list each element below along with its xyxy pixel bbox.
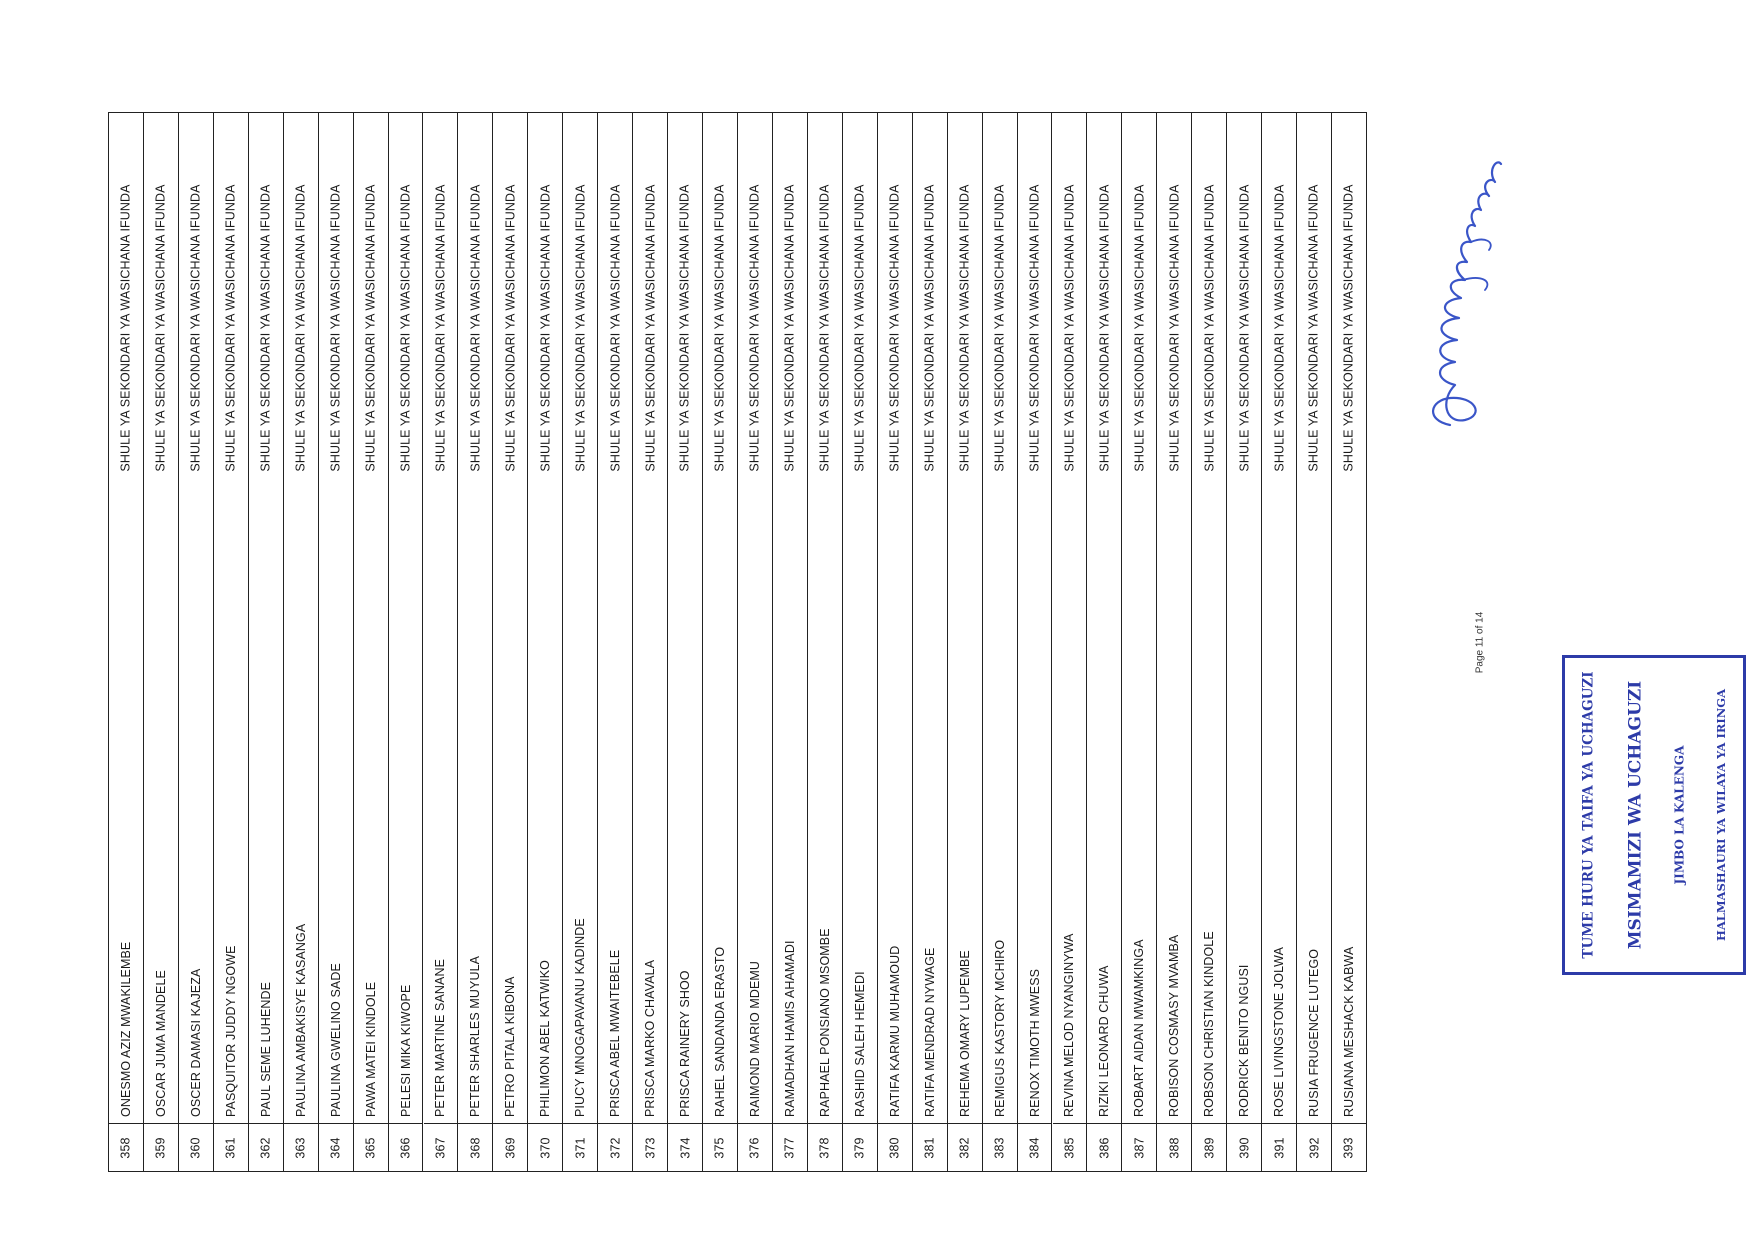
name-cell: ONESMO AZIZ MWAKILEMBE bbox=[118, 941, 133, 1117]
row-number-cell: 375 bbox=[703, 1123, 737, 1171]
signature-image bbox=[1405, 130, 1505, 430]
school-cell: SHULE YA SEKONDARI YA WASICHANA IFUNDA bbox=[1342, 184, 1357, 472]
name-cell: PAULINA AMBAKISYE KASANGA bbox=[293, 923, 308, 1117]
name-cell: PELESI MIKA KIWOPE bbox=[398, 984, 413, 1117]
table-row bbox=[1192, 113, 1227, 1171]
name-cell: PRISCA MARKO CHAVALA bbox=[643, 959, 658, 1117]
page-number-label: Page 11 of 14 bbox=[1474, 611, 1486, 673]
row-number-cell: 363 bbox=[284, 1123, 318, 1171]
row-number-cell: 370 bbox=[528, 1123, 562, 1171]
name-cell: RAMADHAN HAMIS AHAMADI bbox=[782, 940, 797, 1117]
row-number-cell: 366 bbox=[389, 1123, 423, 1171]
row-number-cell: 387 bbox=[1122, 1123, 1156, 1171]
table-row bbox=[1262, 113, 1297, 1171]
row-number-cell: 373 bbox=[633, 1123, 667, 1171]
row-number-cell: 360 bbox=[179, 1123, 213, 1171]
school-cell: SHULE YA SEKONDARI YA WASICHANA IFUNDA bbox=[328, 184, 343, 472]
row-number-cell: 388 bbox=[1157, 1123, 1191, 1171]
name-cell: ROBISON COSMASY MVAMBA bbox=[1167, 934, 1182, 1117]
row-number-cell: 367 bbox=[424, 1123, 458, 1171]
name-cell: REVINA MELOD NYANGINYWA bbox=[1062, 933, 1077, 1117]
school-cell: SHULE YA SEKONDARI YA WASICHANA IFUNDA bbox=[573, 184, 588, 472]
row-number-cell: 365 bbox=[354, 1123, 388, 1171]
row-number-cell: 369 bbox=[493, 1123, 527, 1171]
name-cell: PAUL SEME LUHENDE bbox=[258, 981, 273, 1117]
school-cell: SHULE YA SEKONDARI YA WASICHANA IFUNDA bbox=[922, 184, 937, 472]
school-cell: SHULE YA SEKONDARI YA WASICHANA IFUNDA bbox=[1237, 184, 1252, 472]
name-cell: RUSIA FRUGENCE LUTEGO bbox=[1307, 948, 1322, 1117]
row-number-cell: 383 bbox=[983, 1123, 1017, 1171]
school-cell: SHULE YA SEKONDARI YA WASICHANA IFUNDA bbox=[258, 184, 273, 472]
school-cell: SHULE YA SEKONDARI YA WASICHANA IFUNDA bbox=[363, 184, 378, 472]
table-row bbox=[284, 113, 319, 1171]
school-cell: SHULE YA SEKONDARI YA WASICHANA IFUNDA bbox=[1167, 184, 1182, 472]
table-row bbox=[563, 113, 598, 1171]
table-row bbox=[249, 113, 284, 1171]
school-cell: SHULE YA SEKONDARI YA WASICHANA IFUNDA bbox=[433, 184, 448, 472]
stamp-line-1: TUME HURU YA TAIFA YA UCHAGUZI bbox=[1581, 671, 1597, 959]
table-row bbox=[773, 113, 808, 1171]
name-cell: OSCER DAMASI KAJEZA bbox=[188, 968, 203, 1117]
school-cell: SHULE YA SEKONDARI YA WASICHANA IFUNDA bbox=[643, 184, 658, 472]
stamp-line-3: JIMBO LA KALENGA bbox=[1672, 745, 1686, 885]
name-cell: ROBART AIDAN MWAMKINGA bbox=[1132, 939, 1147, 1117]
table-row bbox=[703, 113, 738, 1171]
school-cell: SHULE YA SEKONDARI YA WASICHANA IFUNDA bbox=[852, 184, 867, 472]
table-row bbox=[1297, 113, 1332, 1171]
table-row bbox=[1018, 113, 1053, 1171]
school-cell: SHULE YA SEKONDARI YA WASICHANA IFUNDA bbox=[782, 184, 797, 472]
school-cell: SHULE YA SEKONDARI YA WASICHANA IFUNDA bbox=[1202, 184, 1217, 472]
row-number-cell: 378 bbox=[808, 1123, 842, 1171]
row-number-cell: 392 bbox=[1297, 1123, 1331, 1171]
table-row bbox=[1157, 113, 1192, 1171]
name-cell: RATIFA KARMU MUHAMOUD bbox=[887, 945, 902, 1117]
row-number-cell: 372 bbox=[598, 1123, 632, 1171]
name-cell: RAIMOND MARIO MDEMU bbox=[747, 960, 762, 1117]
school-cell: SHULE YA SEKONDARI YA WASICHANA IFUNDA bbox=[503, 184, 518, 472]
page-number bbox=[1470, 602, 1490, 682]
name-cell: RODRICK BENITO NGUSI bbox=[1237, 964, 1252, 1117]
row-number-cell: 377 bbox=[773, 1123, 807, 1171]
school-cell: SHULE YA SEKONDARI YA WASICHANA IFUNDA bbox=[747, 184, 762, 472]
row-number-cell: 382 bbox=[948, 1123, 982, 1171]
row-number-cell: 364 bbox=[319, 1123, 353, 1171]
school-cell: SHULE YA SEKONDARI YA WASICHANA IFUNDA bbox=[608, 184, 623, 472]
name-cell: ROBSON CHRISTIAN KINDOLE bbox=[1202, 931, 1217, 1117]
table-row bbox=[528, 113, 563, 1171]
school-cell: SHULE YA SEKONDARI YA WASICHANA IFUNDA bbox=[468, 184, 483, 472]
table-row bbox=[354, 113, 389, 1171]
school-cell: SHULE YA SEKONDARI YA WASICHANA IFUNDA bbox=[678, 184, 693, 472]
name-cell: RASHID SALEH HEMEDI bbox=[852, 971, 867, 1117]
table-row bbox=[214, 113, 249, 1171]
school-cell: SHULE YA SEKONDARI YA WASICHANA IFUNDA bbox=[817, 184, 832, 472]
row-number-cell: 361 bbox=[214, 1123, 248, 1171]
stamp-line-2: MSIMAMIZI WA UCHAGUZI bbox=[1625, 680, 1645, 950]
row-number-cell: 390 bbox=[1227, 1123, 1261, 1171]
table-row bbox=[598, 113, 633, 1171]
table-row bbox=[319, 113, 354, 1171]
name-cell: REMIGUS KASTORY MCHIRO bbox=[992, 939, 1007, 1117]
row-number-cell: 368 bbox=[458, 1123, 492, 1171]
school-cell: SHULE YA SEKONDARI YA WASICHANA IFUNDA bbox=[398, 184, 413, 472]
row-number-cell: 384 bbox=[1018, 1123, 1052, 1171]
school-cell: SHULE YA SEKONDARI YA WASICHANA IFUNDA bbox=[887, 184, 902, 472]
table-row bbox=[808, 113, 843, 1171]
table-row bbox=[1122, 113, 1157, 1171]
table-row bbox=[1053, 113, 1088, 1171]
school-cell: SHULE YA SEKONDARI YA WASICHANA IFUNDA bbox=[992, 184, 1007, 472]
name-cell: OSCAR JUMA MANDELE bbox=[153, 970, 168, 1117]
name-cell: RAPHAEL PONSIANO MSOMBE bbox=[817, 928, 832, 1117]
school-cell: SHULE YA SEKONDARI YA WASICHANA IFUNDA bbox=[1272, 184, 1287, 472]
school-cell: SHULE YA SEKONDARI YA WASICHANA IFUNDA bbox=[188, 184, 203, 472]
table-row bbox=[493, 113, 528, 1171]
name-cell: PAWA MATEI KINDOLE bbox=[363, 981, 378, 1117]
table-row bbox=[179, 113, 214, 1171]
row-number-cell: 371 bbox=[563, 1123, 597, 1171]
school-cell: SHULE YA SEKONDARI YA WASICHANA IFUNDA bbox=[538, 184, 553, 472]
name-cell: RUSIANA MESHACK KABWA bbox=[1342, 946, 1357, 1117]
row-number-cell: 381 bbox=[913, 1123, 947, 1171]
name-cell: RAHEL SANDANDA ERASTO bbox=[713, 946, 728, 1117]
name-cell: RATIFA MENDRAD NYWAGE bbox=[922, 947, 937, 1117]
table-row bbox=[1227, 113, 1262, 1171]
school-cell: SHULE YA SEKONDARI YA WASICHANA IFUNDA bbox=[1097, 184, 1112, 472]
row-number-cell: 386 bbox=[1087, 1123, 1121, 1171]
row-number-cell: 385 bbox=[1053, 1123, 1087, 1171]
school-cell: SHULE YA SEKONDARI YA WASICHANA IFUNDA bbox=[1307, 184, 1322, 472]
school-cell: SHULE YA SEKONDARI YA WASICHANA IFUNDA bbox=[118, 184, 133, 472]
school-cell: SHULE YA SEKONDARI YA WASICHANA IFUNDA bbox=[1062, 184, 1077, 472]
table-row bbox=[144, 113, 179, 1171]
name-cell: PASQUITOR JUDDY NGOWE bbox=[223, 945, 238, 1117]
table-row bbox=[389, 113, 424, 1171]
row-number-cell: 380 bbox=[878, 1123, 912, 1171]
name-cell: RENOX TIMOTH MWESS bbox=[1027, 968, 1042, 1117]
name-cell: REHEMA OMARY LUPEMBE bbox=[957, 950, 972, 1117]
row-number-cell: 376 bbox=[738, 1123, 772, 1171]
name-cell: ROSE LIVINGSTONE JOLWA bbox=[1272, 946, 1287, 1117]
stamp-line-4: HALMASHAURI YA WILAYA YA IRINGA bbox=[1714, 688, 1728, 942]
name-cell: PRISCA ABEL MWAITEBELE bbox=[608, 949, 623, 1117]
name-cell: PETRO PITALA KIBONA bbox=[503, 976, 518, 1117]
row-number-cell: 393 bbox=[1332, 1123, 1366, 1171]
name-cell: PRISCA RAINERY SHOO bbox=[678, 970, 693, 1117]
name-cell: PIUCY MNOGAPAVANU KADINDE bbox=[573, 918, 588, 1117]
name-cell: PHILIMON ABEL KATWIKO bbox=[538, 960, 553, 1117]
table-row bbox=[424, 113, 459, 1171]
official-stamp bbox=[1562, 655, 1746, 975]
table-row bbox=[633, 113, 668, 1171]
table-row bbox=[948, 113, 983, 1171]
name-cell: PAULINA GWELINO SADE bbox=[328, 963, 343, 1117]
school-cell: SHULE YA SEKONDARI YA WASICHANA IFUNDA bbox=[293, 184, 308, 472]
table-row bbox=[668, 113, 703, 1171]
table-row bbox=[843, 113, 878, 1171]
table-row bbox=[913, 113, 948, 1171]
row-number-cell: 379 bbox=[843, 1123, 877, 1171]
row-number-cell: 362 bbox=[249, 1123, 283, 1171]
school-cell: SHULE YA SEKONDARI YA WASICHANA IFUNDA bbox=[153, 184, 168, 472]
row-number-cell: 359 bbox=[144, 1123, 178, 1171]
voter-table bbox=[108, 112, 1367, 1172]
table-row bbox=[983, 113, 1018, 1171]
table-row bbox=[878, 113, 913, 1171]
school-cell: SHULE YA SEKONDARI YA WASICHANA IFUNDA bbox=[957, 184, 972, 472]
table-row bbox=[1332, 113, 1367, 1171]
school-cell: SHULE YA SEKONDARI YA WASICHANA IFUNDA bbox=[1027, 184, 1042, 472]
school-cell: SHULE YA SEKONDARI YA WASICHANA IFUNDA bbox=[713, 184, 728, 472]
school-cell: SHULE YA SEKONDARI YA WASICHANA IFUNDA bbox=[223, 184, 238, 472]
row-number-cell: 358 bbox=[109, 1123, 143, 1171]
school-cell: SHULE YA SEKONDARI YA WASICHANA IFUNDA bbox=[1132, 184, 1147, 472]
table-row bbox=[109, 113, 144, 1171]
name-cell: PETER SHARLES MUYULA bbox=[468, 955, 483, 1117]
row-number-cell: 389 bbox=[1192, 1123, 1226, 1171]
row-number-cell: 374 bbox=[668, 1123, 702, 1171]
table-row bbox=[1087, 113, 1122, 1171]
name-cell: RIZIKI LEONARD CHUWA bbox=[1097, 965, 1112, 1117]
row-number-cell: 391 bbox=[1262, 1123, 1296, 1171]
table-row bbox=[738, 113, 773, 1171]
name-cell: PETER MARTINE SANANE bbox=[433, 958, 448, 1117]
table-row bbox=[458, 113, 493, 1171]
